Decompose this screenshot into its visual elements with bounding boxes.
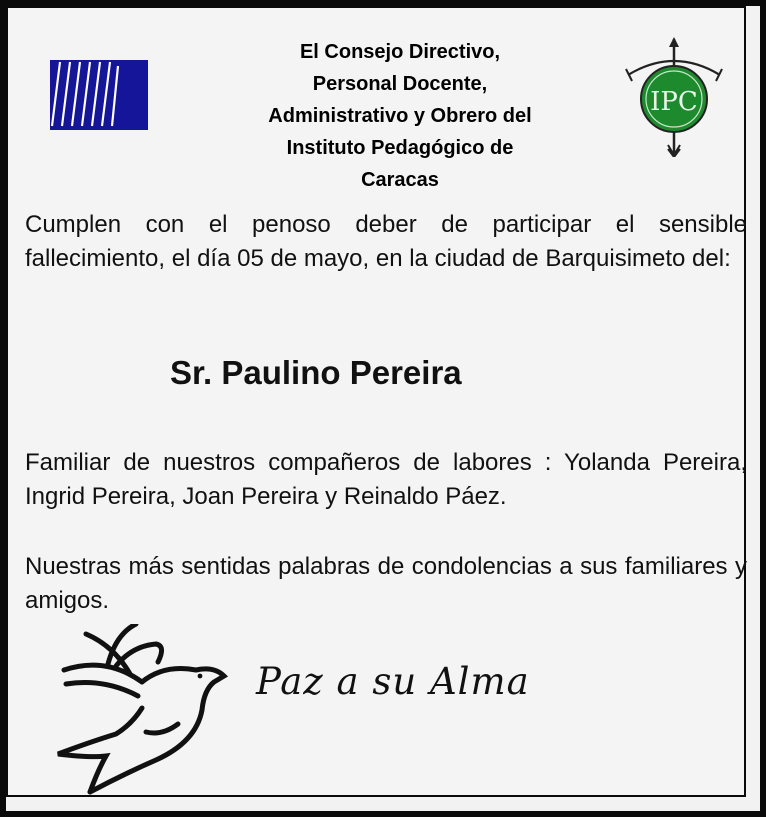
header-line: El Consejo Directivo, xyxy=(299,41,501,63)
relatives-paragraph: Familiar de nuestros compañeros de labores : Yolanda Pereira, Ingrid Pereira, Joan Pereira y Reinaldo Páez. xyxy=(25,449,747,510)
header-line: Personal Docente, xyxy=(312,73,488,95)
header-line: Instituto Pedagógico de xyxy=(286,137,514,159)
header-line: Caracas xyxy=(361,169,439,191)
institution-header xyxy=(206,36,594,196)
condolences-paragraph: Nuestras más sentidas palabras de condolencias a sus familiares y amigos. xyxy=(25,553,747,614)
ipc-logo-text: IPC xyxy=(650,87,698,117)
header-line: Administrativo y Obrero del xyxy=(268,105,532,127)
closing-phrase: Paz a su Alma xyxy=(256,660,530,703)
deceased-name: Sr. Paulino Pereira xyxy=(170,354,462,391)
ipc-logo xyxy=(624,37,724,157)
university-logo-blue xyxy=(50,60,148,130)
notice-card xyxy=(6,6,746,797)
dove-icon xyxy=(46,624,236,796)
announcement-paragraph: Cumplen con el penoso deber de participar el sensible fallecimiento, el día 05 de mayo, en la ciudad de Barquisimeto del: xyxy=(25,211,747,272)
